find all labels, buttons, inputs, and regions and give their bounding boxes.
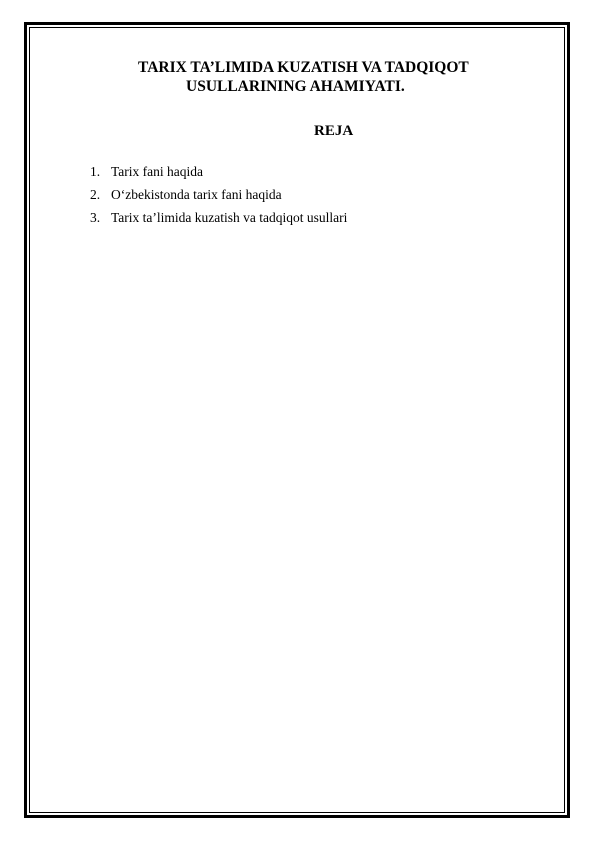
- plan-item-1: [90, 160, 347, 183]
- plan-heading: REJA: [314, 123, 354, 139]
- plan-item-3: [90, 206, 347, 229]
- plan-list: [90, 160, 347, 229]
- plan-item-text: Tarix ta’limida kuzatish va tadqiqot usullari: [111, 210, 348, 225]
- plan-item-2: [90, 183, 347, 206]
- plan-item-number: 1.: [90, 164, 101, 179]
- plan-item-number: 3.: [90, 210, 101, 225]
- page-border-inner: [29, 27, 565, 813]
- plan-item-text: O‘zbekistonda tarix fani haqida: [111, 187, 282, 202]
- document-title-line-2: USULLARINING AHAMIYATI.: [186, 78, 405, 95]
- plan-item-number: 2.: [90, 187, 101, 202]
- plan-item-text: Tarix fani haqida: [111, 164, 204, 179]
- document-title-line-1: TARIX TA’LIMIDA KUZATISH VA TADQIQOT: [138, 59, 469, 76]
